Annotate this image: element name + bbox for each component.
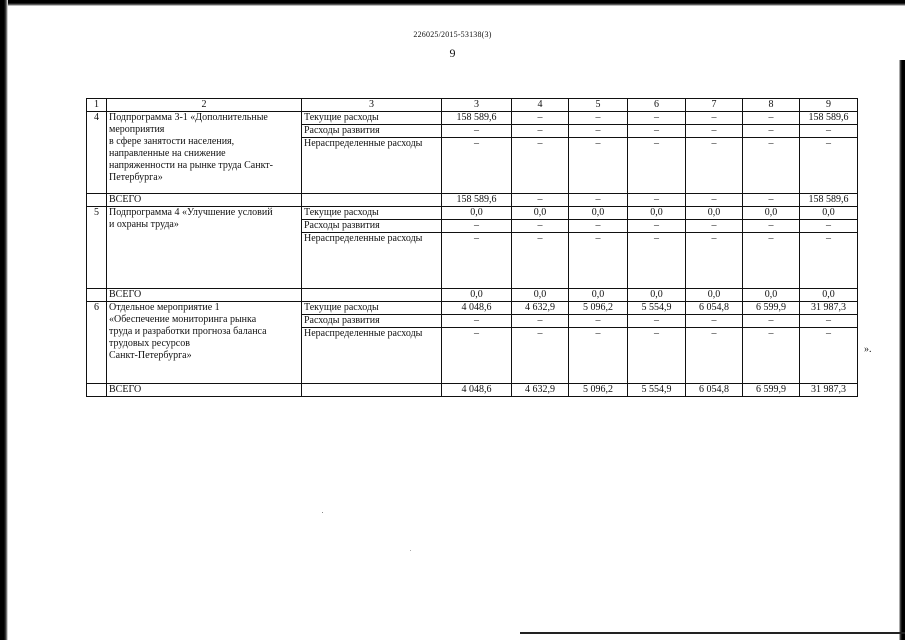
value-cell: – bbox=[569, 220, 628, 233]
program-name bbox=[107, 207, 302, 289]
value-cell: – bbox=[800, 125, 858, 138]
total-value-cell: 0,0 bbox=[686, 289, 743, 302]
header-cell: 5 bbox=[569, 99, 628, 112]
value-cell: – bbox=[569, 233, 628, 289]
total-value-cell: 4 632,9 bbox=[512, 384, 569, 397]
total-row bbox=[87, 194, 858, 207]
total-value-cell: – bbox=[628, 194, 686, 207]
value-cell: – bbox=[800, 233, 858, 289]
scan-edge-left bbox=[0, 0, 8, 640]
value-cell: – bbox=[512, 138, 569, 194]
value-cell: – bbox=[628, 220, 686, 233]
total-type-cell bbox=[302, 384, 442, 397]
value-cell: – bbox=[628, 233, 686, 289]
program-name-line: «Обеспечение мониторинга рынка bbox=[109, 314, 257, 325]
value-cell: – bbox=[512, 112, 569, 125]
scan-speck bbox=[410, 550, 411, 551]
program-name-line: направленные на снижение bbox=[109, 148, 226, 159]
header-cell: 8 bbox=[743, 99, 800, 112]
value-cell: – bbox=[743, 112, 800, 125]
value-cell: 0,0 bbox=[686, 207, 743, 220]
value-cell: – bbox=[800, 220, 858, 233]
scan-edge-right bbox=[899, 60, 905, 640]
total-value-cell: 0,0 bbox=[512, 289, 569, 302]
page-number: 9 bbox=[449, 46, 456, 60]
total-value-cell: 0,0 bbox=[569, 289, 628, 302]
value-cell: – bbox=[686, 315, 743, 328]
value-cell: 31 987,3 bbox=[800, 302, 858, 315]
program-name-line: труда и разработки прогноза баланса bbox=[109, 326, 267, 337]
value-cell: – bbox=[442, 138, 512, 194]
total-row bbox=[87, 289, 858, 302]
value-cell: – bbox=[512, 315, 569, 328]
program-name-line: мероприятия bbox=[109, 124, 165, 135]
program-name-line: и охраны труда» bbox=[109, 219, 179, 230]
header-cell: 4 bbox=[512, 99, 569, 112]
row-index: 6 bbox=[87, 302, 107, 384]
total-value-cell: 158 589,6 bbox=[442, 194, 512, 207]
value-cell: – bbox=[442, 220, 512, 233]
value-cell: – bbox=[512, 125, 569, 138]
header-cell: 1 bbox=[87, 99, 107, 112]
value-cell: 0,0 bbox=[628, 207, 686, 220]
value-cell: – bbox=[686, 220, 743, 233]
total-value-cell: 0,0 bbox=[800, 289, 858, 302]
total-value-cell: 4 048,6 bbox=[442, 384, 512, 397]
table-row bbox=[87, 112, 858, 125]
value-cell: – bbox=[512, 233, 569, 289]
total-label: ВСЕГО bbox=[107, 194, 302, 207]
value-cell: – bbox=[686, 125, 743, 138]
header-cell: 3 bbox=[442, 99, 512, 112]
total-value-cell: 6 054,8 bbox=[686, 384, 743, 397]
expense-type: Нераспределенные расходы bbox=[302, 328, 442, 384]
header-cell: 9 bbox=[800, 99, 858, 112]
value-cell: – bbox=[628, 138, 686, 194]
budget-table bbox=[86, 98, 858, 397]
total-value-cell: 158 589,6 bbox=[800, 194, 858, 207]
value-cell: 0,0 bbox=[569, 207, 628, 220]
value-cell: – bbox=[743, 328, 800, 384]
value-cell: 6 599,9 bbox=[743, 302, 800, 315]
value-cell: – bbox=[569, 125, 628, 138]
value-cell: – bbox=[628, 112, 686, 125]
total-value-cell: 5 096,2 bbox=[569, 384, 628, 397]
value-cell: – bbox=[743, 220, 800, 233]
value-cell: – bbox=[800, 315, 858, 328]
value-cell: – bbox=[512, 328, 569, 384]
value-cell: 5 554,9 bbox=[628, 302, 686, 315]
value-cell: – bbox=[800, 328, 858, 384]
scan-speck bbox=[322, 512, 323, 513]
closing-quote: ». bbox=[864, 344, 872, 355]
value-cell: 6 054,8 bbox=[686, 302, 743, 315]
total-value-cell: – bbox=[569, 194, 628, 207]
value-cell: – bbox=[569, 138, 628, 194]
program-name-line: Петербурга» bbox=[109, 172, 163, 183]
expense-type: Расходы развития bbox=[302, 220, 442, 233]
value-cell: 4 048,6 bbox=[442, 302, 512, 315]
program-name-line: в сфере занятости населения, bbox=[109, 136, 235, 147]
program-name bbox=[107, 302, 302, 384]
value-cell: – bbox=[800, 138, 858, 194]
value-cell: – bbox=[686, 112, 743, 125]
value-cell: 0,0 bbox=[512, 207, 569, 220]
value-cell: – bbox=[686, 233, 743, 289]
program-name-line: Подпрограмма 3-1 «Дополнительные bbox=[109, 112, 268, 123]
program-name-line: Отдельное мероприятие 1 bbox=[109, 302, 220, 313]
value-cell: 0,0 bbox=[743, 207, 800, 220]
expense-type: Расходы развития bbox=[302, 125, 442, 138]
value-cell: – bbox=[442, 233, 512, 289]
value-cell: – bbox=[442, 125, 512, 138]
value-cell: – bbox=[512, 220, 569, 233]
total-label: ВСЕГО bbox=[107, 289, 302, 302]
total-value-cell: – bbox=[512, 194, 569, 207]
table-header-row bbox=[87, 99, 858, 112]
value-cell: – bbox=[442, 328, 512, 384]
value-cell: – bbox=[743, 315, 800, 328]
total-type-cell bbox=[302, 194, 442, 207]
total-row bbox=[87, 384, 858, 397]
document-code: 226025/2015-53138(3) bbox=[413, 30, 492, 39]
total-value-cell: – bbox=[686, 194, 743, 207]
value-cell: 5 096,2 bbox=[569, 302, 628, 315]
value-cell: – bbox=[743, 138, 800, 194]
total-index-cell bbox=[87, 194, 107, 207]
total-value-cell: – bbox=[743, 194, 800, 207]
expense-type: Текущие расходы bbox=[302, 302, 442, 315]
row-index: 5 bbox=[87, 207, 107, 289]
header-cell: 3 bbox=[302, 99, 442, 112]
program-name-line: Санкт-Петербурга» bbox=[109, 350, 192, 361]
value-cell: 4 632,9 bbox=[512, 302, 569, 315]
total-value-cell: 0,0 bbox=[628, 289, 686, 302]
expense-type: Расходы развития bbox=[302, 315, 442, 328]
value-cell: – bbox=[743, 125, 800, 138]
value-cell: – bbox=[628, 125, 686, 138]
value-cell: 0,0 bbox=[442, 207, 512, 220]
total-value-cell: 6 599,9 bbox=[743, 384, 800, 397]
total-value-cell: 31 987,3 bbox=[800, 384, 858, 397]
table-row bbox=[87, 207, 858, 220]
value-cell: 0,0 bbox=[800, 207, 858, 220]
value-cell: – bbox=[686, 328, 743, 384]
row-index: 4 bbox=[87, 112, 107, 194]
total-value-cell: 0,0 bbox=[442, 289, 512, 302]
program-name-line: Подпрограмма 4 «Улучшение условий bbox=[109, 207, 273, 218]
expense-type: Нераспределенные расходы bbox=[302, 138, 442, 194]
total-index-cell bbox=[87, 384, 107, 397]
program-name bbox=[107, 112, 302, 194]
scan-line-bottom bbox=[520, 632, 905, 634]
table-row bbox=[87, 302, 858, 315]
value-cell: – bbox=[628, 328, 686, 384]
value-cell: 158 589,6 bbox=[442, 112, 512, 125]
value-cell: – bbox=[569, 315, 628, 328]
total-index-cell bbox=[87, 289, 107, 302]
value-cell: – bbox=[442, 315, 512, 328]
header-cell: 7 bbox=[686, 99, 743, 112]
total-value-cell: 0,0 bbox=[743, 289, 800, 302]
program-name-line: напряженности на рынке труда Санкт- bbox=[109, 160, 273, 171]
expense-type: Текущие расходы bbox=[302, 207, 442, 220]
expense-type: Нераспределенные расходы bbox=[302, 233, 442, 289]
scan-edge-top bbox=[0, 0, 905, 6]
total-type-cell bbox=[302, 289, 442, 302]
total-value-cell: 5 554,9 bbox=[628, 384, 686, 397]
program-name-line: трудовых ресурсов bbox=[109, 338, 190, 349]
value-cell: – bbox=[686, 138, 743, 194]
header-cell: 2 bbox=[107, 99, 302, 112]
expense-type: Текущие расходы bbox=[302, 112, 442, 125]
value-cell: – bbox=[569, 328, 628, 384]
value-cell: 158 589,6 bbox=[800, 112, 858, 125]
value-cell: – bbox=[743, 233, 800, 289]
header-cell: 6 bbox=[628, 99, 686, 112]
total-label: ВСЕГО bbox=[107, 384, 302, 397]
value-cell: – bbox=[569, 112, 628, 125]
value-cell: – bbox=[628, 315, 686, 328]
